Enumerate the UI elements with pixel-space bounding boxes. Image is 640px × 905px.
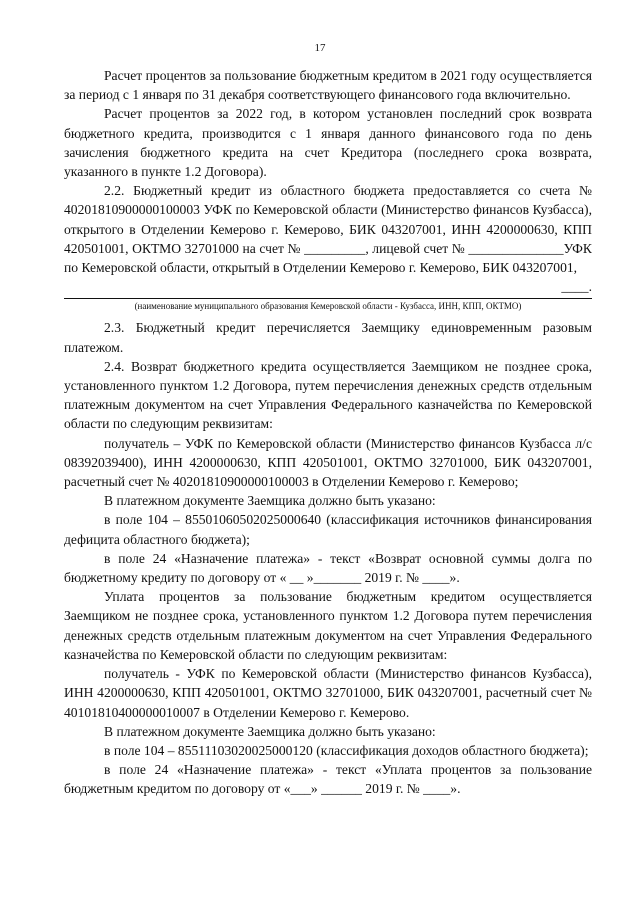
paragraph-2-3: 2.3. Бюджетный кредит перечисляется Заемщику единовременным разовым платежом. — [64, 320, 592, 355]
page-number: 17 — [314, 42, 326, 54]
paragraph-field-104-principal: в поле 104 – 85501060502025000640 (классификация источников финансирования дефицита областного бюджета); — [64, 512, 592, 547]
paragraph-field-104-interest: в поле 104 – 85511103020025000120 (классификация доходов областного бюджета); — [104, 742, 589, 758]
document-body — [64, 66, 592, 799]
paragraph-interest-2021: Расчет процентов за пользование бюджетным кредитом в 2021 году осуществляется за период с 1 января по 31 декабря соответствующего финансового года включительно. — [64, 68, 592, 103]
paragraph-recipient-interest: получатель - УФК по Кемеровской области (Министерство финансов Кузбасса), ИНН 4200000630, КПП 420501001, ОКТМО 32701000, БИК 043207001, расчетный счет № 40101810400000010007 в Отделении Кемерово г. Кемерово. — [64, 666, 592, 720]
trailing-blank-line: ____. — [561, 279, 592, 295]
paragraph-interest-2022: Расчет процентов за 2022 год, в котором установлен последний срок возврата бюджетного кредита, производится с 1 января данного финансового года по день зачисления бюджетного кредита на счет Кредитора (последнего срока возврата, указанного в пункте 1.2 Договора). — [64, 106, 592, 180]
paragraph-payment-doc-intro-1: В платежном документе Заемщика должно быть указано: — [104, 493, 436, 509]
underline-rule — [64, 298, 592, 299]
paragraph-field-24-principal: в поле 24 «Назначение платежа» - текст «Возврат основной суммы долга по бюджетному кредиту по договору от « __ »_______ 2019 г. № ____». — [64, 550, 592, 586]
paragraph-payment-doc-intro-2: В платежном документе Заемщика должно быть указано: — [104, 723, 436, 739]
paragraph-interest-payment: Уплата процентов за пользование бюджетным кредитом осуществляется Заемщиком не позднее срока, установленного пунктом 1.2 Договора путем перечисления денежных средств отдельным платежным документом на счет Управления Федерального казначейства по Кемеровской области по следующим реквизитам: — [64, 589, 592, 662]
paragraph-field-24-interest: в поле 24 «Назначение платежа» - текст «Уплата процентов за пользование бюджетным кредитом по договору от «___» ______ 2019 г. № ____». — [64, 762, 592, 797]
paragraph-2-2-account-details: 2.2. Бюджетный кредит из областного бюджета предоставляется со счета № 40201810900000100003 УФК по Кемеровской области (Министерство финансов Кузбасса), открытого в Отделении Кемерово г. Кемерово, БИК 043207001, ИНН 4200000630, КПП 420501001, ОКТМО 32701000 на счет № _________, лицевой счет № ______________УФК по Кемеровской области, открытый в Отделении Кемерово г. Кемерово, БИК 043207001, — [64, 183, 592, 276]
field-caption: (наименование муниципального образования Кемеровской области - Кузбасса, ИНН, КПП, ОКТМО) — [134, 301, 522, 312]
paragraph-2-4: 2.4. Возврат бюджетного кредита осуществляется Заемщиком не позднее срока, установленного пунктом 1.2 Договора, путем перечисления денежных средств отдельным платежным документом на счет Управления Федерального казначейства по Кемеровской области по следующим реквизитам: — [64, 358, 592, 432]
paragraph-recipient-principal: получатель – УФК по Кемеровской области (Министерство финансов Кузбасса л/с 08392039400), ИНН 4200000630, КПП 420501001, ОКТМО 32701000, БИК 043207001, расчетный счет № 40201810900000100003 в Отделении Кемерово г. Кемерово; — [64, 435, 592, 490]
